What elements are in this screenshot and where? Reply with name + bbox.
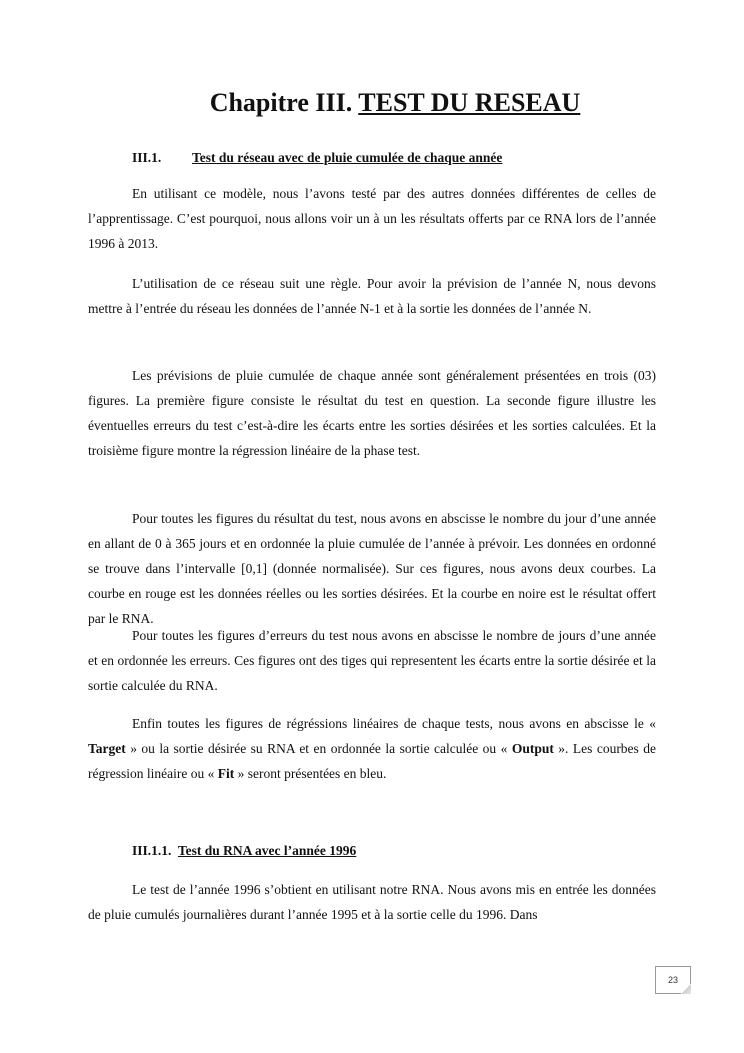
paragraph-6-part-b: » ou la sortie désirée su RNA et en ordonnée la sortie calculée ou «	[125, 741, 512, 756]
page-number-box	[655, 966, 691, 994]
chapter-title-prefix: Chapitre III.	[209, 88, 353, 117]
chapter-title-main: TEST DU RESEAU	[358, 88, 581, 117]
section-title: Test du réseau avec de pluie cumulée de chaque année	[192, 150, 503, 165]
paragraph-1: En utilisant ce modèle, nous l’avons testé par des autres données différentes de celles de l’apprentissage. C’est pourquoi, nous allons voir un à un les résultats offerts par ce RNA lors de l’année 1996 à 2013.	[88, 186, 656, 251]
paragraph-6-part-d: » seront présentées en bleu.	[234, 766, 387, 781]
page-fold-corner	[681, 984, 691, 994]
fit-term: Fit	[217, 766, 235, 781]
subsection-title: Test du RNA avec l’année 1996	[177, 843, 357, 858]
paragraph-2: L’utilisation de ce réseau suit une règle. Pour avoir la prévision de l’année N, nous devons mettre à l’entrée du réseau les données de l’année N-1 et à la sortie les données de l’année N.	[88, 276, 656, 316]
output-term: Output	[511, 741, 554, 756]
page-number: 23	[667, 975, 678, 985]
section-heading	[132, 150, 502, 166]
paragraph-6-part-c: ». Les courbes de régression linéaire ou «	[88, 741, 656, 781]
paragraph-6	[88, 711, 656, 786]
paragraph-4: Pour toutes les figures du résultat du test, nous avons en abscisse le nombre du jour d’une année en allant de 0 à 365 jours et en ordonnée la pluie cumulée de l’année à prévoir. Les données en ordonné se trouve dans l’intervalle [0,1] (donnée normalisée). Sur ces figures, nous avons deux courbes. La courbe en rouge est les données réelles ou les sorties désirées. Et la courbe en noire est le résultat offert par le RNA.	[88, 511, 656, 626]
chapter-title	[0, 88, 744, 118]
subsection-heading	[132, 843, 356, 859]
paragraph-5: Pour toutes les figures d’erreurs du test nous avons en abscisse le nombre de jours d’une année et en ordonnée les erreurs. Ces figures ont des tiges qui representent les écarts entre la sortie désirée et la sortie calculée du RNA.	[88, 628, 656, 693]
paragraph-6-part-a: Enfin toutes les figures de régréssions linéaires de chaque tests, nous avons en abscisse le «	[132, 716, 656, 731]
paragraph-7: Le test de l’année 1996 s’obtient en utilisant notre RNA. Nous avons mis en entrée les données de pluie cumulés journalières durant l’année 1995 et à la sortie celle du 1996. Dans	[88, 882, 656, 922]
section-number: III.1.	[132, 150, 162, 165]
subsection-number: III.1.1.	[132, 843, 172, 858]
target-term: Target	[88, 741, 126, 756]
paragraph-3: Les prévisions de pluie cumulée de chaque année sont généralement présentées en trois (03) figures. La première figure consiste le résultat du test en question. La seconde figure illustre les éventuelles erreurs du test c’est-à-dire les écarts entre les sorties désirées et les sorties calculées. Et la troisième figure montre la régression linéaire de la phase test.	[88, 368, 656, 458]
